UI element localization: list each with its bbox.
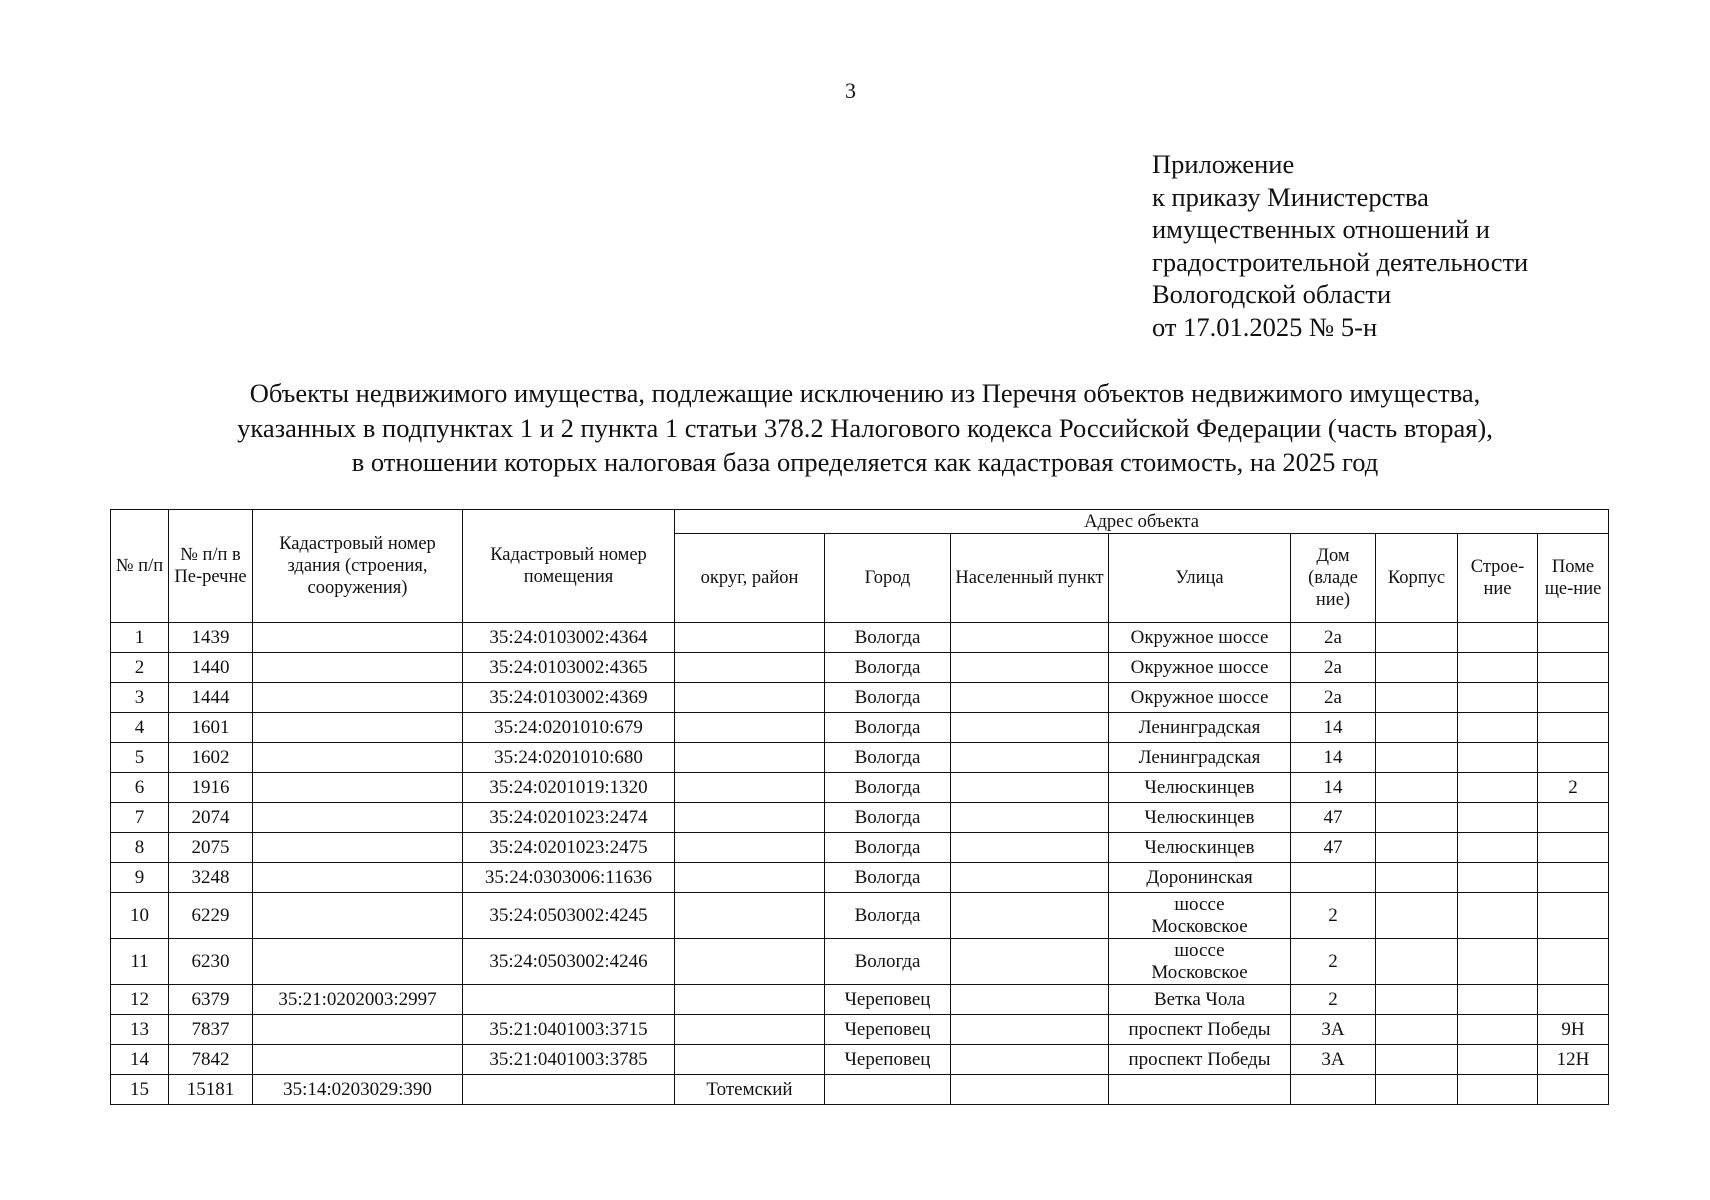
street-line: шоссе: [1174, 939, 1225, 961]
cell-num: 10: [111, 893, 169, 939]
table-row: [111, 683, 1609, 713]
cell-street: Доронинская: [1109, 863, 1291, 893]
cell-structure: [1458, 803, 1538, 833]
cell-building: [253, 833, 463, 863]
cell-street: Челюскинцев: [1109, 803, 1291, 833]
table-row: [111, 833, 1609, 863]
cell-structure: [1458, 1045, 1538, 1075]
cell-district: [675, 863, 825, 893]
cell-house: 3А: [1291, 1045, 1376, 1075]
cell-locality: [951, 939, 1109, 985]
cell-room: [1538, 1075, 1609, 1105]
cell-structure: [1458, 623, 1538, 653]
cell-structure: [1458, 713, 1538, 743]
page-number: 3: [845, 78, 856, 103]
table-row: [111, 893, 1609, 939]
cell-building: [253, 863, 463, 893]
title-line: в отношении которых налоговая база определяется как кадастровая стоимость, на 2025 год: [351, 447, 1379, 477]
cell-room: 9Н: [1538, 1015, 1609, 1045]
cell-building: [253, 653, 463, 683]
cell-house: 2а: [1291, 683, 1376, 713]
cell-structure: [1458, 939, 1538, 985]
cell-house: 14: [1291, 743, 1376, 773]
cell-room: [1538, 653, 1609, 683]
cell-locality: [951, 623, 1109, 653]
header-locality: Населенный пункт: [951, 534, 1109, 623]
cell-korpus: [1376, 1045, 1458, 1075]
cell-korpus: [1376, 773, 1458, 803]
appendix-line: Вологодской области: [1152, 279, 1392, 310]
cell-locality: [951, 1075, 1109, 1105]
appendix-line: Приложение: [1152, 149, 1295, 179]
cell-structure: [1458, 653, 1538, 683]
cell-list-num: 1440: [169, 653, 253, 683]
table-body: [111, 623, 1609, 1105]
cell-locality: [951, 1045, 1109, 1075]
street-line: Московское: [1151, 915, 1248, 937]
header-premises-cadastral: Кадастровый номер помещения: [463, 510, 675, 623]
cell-list-num: 1602: [169, 743, 253, 773]
cell-locality: [951, 863, 1109, 893]
cell-premises: 35:24:0201019:1320: [463, 773, 675, 803]
appendix-block: [1152, 148, 1528, 344]
cell-num: 4: [111, 713, 169, 743]
cell-district: [675, 653, 825, 683]
cell-building: [253, 623, 463, 653]
cell-street: Ленинградская: [1109, 713, 1291, 743]
cell-street: Окружное шоссе: [1109, 623, 1291, 653]
cell-structure: [1458, 773, 1538, 803]
appendix-line: имущественных отношений и: [1152, 214, 1490, 245]
cell-structure: [1458, 743, 1538, 773]
street-line: Московское: [1151, 961, 1248, 983]
cell-building: 35:21:0202003:2997: [253, 985, 463, 1015]
cell-num: 2: [111, 653, 169, 683]
cell-num: 3: [111, 683, 169, 713]
table-row: [111, 939, 1609, 985]
cell-korpus: [1376, 939, 1458, 985]
cell-korpus: [1376, 743, 1458, 773]
cell-premises: 35:24:0103002:4364: [463, 623, 675, 653]
header-street: Улица: [1109, 534, 1291, 623]
cell-house: 47: [1291, 833, 1376, 863]
header-address-group: Адрес объекта: [675, 510, 1609, 534]
cell-house: 2: [1291, 939, 1376, 985]
cell-building: [253, 893, 463, 939]
cell-house: 3А: [1291, 1015, 1376, 1045]
cell-korpus: [1376, 893, 1458, 939]
header-district: округ, район: [675, 534, 825, 623]
cell-house: 2: [1291, 893, 1376, 939]
cell-building: [253, 683, 463, 713]
cell-locality: [951, 833, 1109, 863]
table-row: [111, 623, 1609, 653]
cell-premises: 35:24:0201010:680: [463, 743, 675, 773]
cell-room: [1538, 743, 1609, 773]
cell-list-num: 1439: [169, 623, 253, 653]
cell-house: 2а: [1291, 653, 1376, 683]
cell-street: проспект Победы: [1109, 1045, 1291, 1075]
cell-district: [675, 803, 825, 833]
cell-structure: [1458, 1015, 1538, 1045]
appendix-line: от 17.01.2025 № 5-н: [1152, 311, 1378, 342]
cell-list-num: 1601: [169, 713, 253, 743]
cell-city: Вологда: [825, 683, 951, 713]
cell-premises: 35:21:0401003:3785: [463, 1045, 675, 1075]
header-list-num: № п/п в Пе-речне: [169, 510, 253, 623]
cell-korpus: [1376, 985, 1458, 1015]
street-line: шоссе: [1174, 893, 1225, 915]
header-korpus: Корпус: [1376, 534, 1458, 623]
cell-city: Вологда: [825, 893, 951, 939]
cell-building: [253, 743, 463, 773]
cell-list-num: 3248: [169, 863, 253, 893]
cell-house: 2: [1291, 985, 1376, 1015]
cell-building: [253, 803, 463, 833]
cell-building: [253, 1015, 463, 1045]
cell-building: [253, 773, 463, 803]
cell-korpus: [1376, 803, 1458, 833]
cell-num: 15: [111, 1075, 169, 1105]
cell-city: Череповец: [825, 1015, 951, 1045]
cell-num: 8: [111, 833, 169, 863]
cell-premises: 35:24:0303006:11636: [463, 863, 675, 893]
cell-structure: [1458, 893, 1538, 939]
header-building-cadastral: Кадастровый номер здания (строения, сооружения): [253, 510, 463, 623]
cell-premises: 35:24:0201010:679: [463, 713, 675, 743]
cell-room: [1538, 683, 1609, 713]
cell-room: [1538, 893, 1609, 939]
document-title: [150, 376, 1580, 480]
cell-city: Вологда: [825, 623, 951, 653]
cell-locality: [951, 713, 1109, 743]
table-row: [111, 1045, 1609, 1075]
cell-list-num: 2074: [169, 803, 253, 833]
cell-room: [1538, 939, 1609, 985]
cell-locality: [951, 653, 1109, 683]
header-city: Город: [825, 534, 951, 623]
cell-premises: 35:24:0503002:4245: [463, 893, 675, 939]
cell-street: Челюскинцев: [1109, 833, 1291, 863]
cell-list-num: 2075: [169, 833, 253, 863]
cell-locality: [951, 803, 1109, 833]
cell-city: Череповец: [825, 985, 951, 1015]
cell-list-num: 15181: [169, 1075, 253, 1105]
cell-korpus: [1376, 863, 1458, 893]
cell-locality: [951, 743, 1109, 773]
cell-house: [1291, 863, 1376, 893]
cell-structure: [1458, 863, 1538, 893]
table-row: [111, 743, 1609, 773]
cell-room: [1538, 985, 1609, 1015]
cell-list-num: 6229: [169, 893, 253, 939]
header-structure: Строе-ние: [1458, 534, 1538, 623]
cell-city: Вологда: [825, 833, 951, 863]
cell-district: [675, 985, 825, 1015]
cell-list-num: 6230: [169, 939, 253, 985]
cell-street: Ленинградская: [1109, 743, 1291, 773]
cell-room: 12Н: [1538, 1045, 1609, 1075]
property-table: [110, 509, 1609, 1105]
cell-street: [1109, 939, 1291, 985]
cell-num: 1: [111, 623, 169, 653]
cell-korpus: [1376, 1075, 1458, 1105]
cell-street: проспект Победы: [1109, 1015, 1291, 1045]
cell-house: [1291, 1075, 1376, 1105]
cell-locality: [951, 1015, 1109, 1045]
table-row: [111, 863, 1609, 893]
cell-city: Вологда: [825, 863, 951, 893]
cell-locality: [951, 683, 1109, 713]
cell-district: [675, 939, 825, 985]
cell-room: [1538, 833, 1609, 863]
cell-building: [253, 1045, 463, 1075]
cell-room: 2: [1538, 773, 1609, 803]
table-row: [111, 773, 1609, 803]
cell-num: 5: [111, 743, 169, 773]
title-line: Объекты недвижимого имущества, подлежащие исключению из Перечня объектов недвижимого имущества,: [249, 378, 1481, 408]
cell-district: [675, 833, 825, 863]
cell-city: Вологда: [825, 803, 951, 833]
cell-num: 13: [111, 1015, 169, 1045]
table-row: [111, 803, 1609, 833]
cell-structure: [1458, 833, 1538, 863]
cell-num: 9: [111, 863, 169, 893]
cell-district: [675, 773, 825, 803]
cell-list-num: 1444: [169, 683, 253, 713]
cell-street: Челюскинцев: [1109, 773, 1291, 803]
cell-premises: 35:24:0503002:4246: [463, 939, 675, 985]
table-row: [111, 653, 1609, 683]
cell-district: [675, 1045, 825, 1075]
cell-district: Тотемский: [675, 1075, 825, 1105]
header-room: Поме ще-ние: [1538, 534, 1609, 623]
cell-premises: 35:24:0103002:4369: [463, 683, 675, 713]
cell-korpus: [1376, 1015, 1458, 1045]
cell-building: 35:14:0203029:390: [253, 1075, 463, 1105]
cell-korpus: [1376, 713, 1458, 743]
cell-num: 14: [111, 1045, 169, 1075]
cell-list-num: 6379: [169, 985, 253, 1015]
table-row: [111, 1075, 1609, 1105]
cell-district: [675, 713, 825, 743]
cell-korpus: [1376, 623, 1458, 653]
cell-premises: 35:24:0201023:2474: [463, 803, 675, 833]
cell-locality: [951, 773, 1109, 803]
appendix-line: к приказу Министерства: [1152, 181, 1429, 212]
appendix-line: градостроительной деятельности: [1152, 246, 1529, 277]
cell-room: [1538, 623, 1609, 653]
cell-city: Вологда: [825, 653, 951, 683]
table-row: [111, 1015, 1609, 1045]
cell-house: 47: [1291, 803, 1376, 833]
header-house: Дом (владе ние): [1291, 534, 1376, 623]
cell-district: [675, 893, 825, 939]
cell-list-num: 1916: [169, 773, 253, 803]
cell-structure: [1458, 683, 1538, 713]
cell-city: Череповец: [825, 1045, 951, 1075]
title-line: указанных в подпунктах 1 и 2 пункта 1 статьи 378.2 Налогового кодекса Российской Федерации (часть вторая),: [237, 412, 1493, 443]
cell-street: Окружное шоссе: [1109, 683, 1291, 713]
cell-district: [675, 623, 825, 653]
cell-city: Вологда: [825, 939, 951, 985]
cell-num: 6: [111, 773, 169, 803]
cell-room: [1538, 803, 1609, 833]
cell-street: [1109, 1075, 1291, 1105]
cell-list-num: 7837: [169, 1015, 253, 1045]
cell-city: [825, 1075, 951, 1105]
cell-house: 2а: [1291, 623, 1376, 653]
cell-korpus: [1376, 653, 1458, 683]
header-num: № п/п: [111, 510, 169, 623]
cell-premises: [463, 1075, 675, 1105]
cell-structure: [1458, 985, 1538, 1015]
cell-num: 7: [111, 803, 169, 833]
cell-list-num: 7842: [169, 1045, 253, 1075]
cell-num: 11: [111, 939, 169, 985]
cell-premises: 35:24:0201023:2475: [463, 833, 675, 863]
cell-building: [253, 939, 463, 985]
cell-city: Вологда: [825, 773, 951, 803]
cell-building: [253, 713, 463, 743]
table-row: [111, 713, 1609, 743]
cell-premises: [463, 985, 675, 1015]
cell-house: 14: [1291, 773, 1376, 803]
cell-locality: [951, 893, 1109, 939]
cell-room: [1538, 863, 1609, 893]
cell-district: [675, 743, 825, 773]
table-row: [111, 985, 1609, 1015]
cell-district: [675, 683, 825, 713]
cell-locality: [951, 985, 1109, 1015]
cell-street: Ветка Чола: [1109, 985, 1291, 1015]
cell-house: 14: [1291, 713, 1376, 743]
cell-street: Окружное шоссе: [1109, 653, 1291, 683]
cell-room: [1538, 713, 1609, 743]
cell-street: [1109, 893, 1291, 939]
cell-structure: [1458, 1075, 1538, 1105]
cell-num: 12: [111, 985, 169, 1015]
cell-city: Вологда: [825, 743, 951, 773]
cell-city: Вологда: [825, 713, 951, 743]
cell-premises: 35:24:0103002:4365: [463, 653, 675, 683]
cell-korpus: [1376, 683, 1458, 713]
cell-premises: 35:21:0401003:3715: [463, 1015, 675, 1045]
cell-district: [675, 1015, 825, 1045]
cell-korpus: [1376, 833, 1458, 863]
